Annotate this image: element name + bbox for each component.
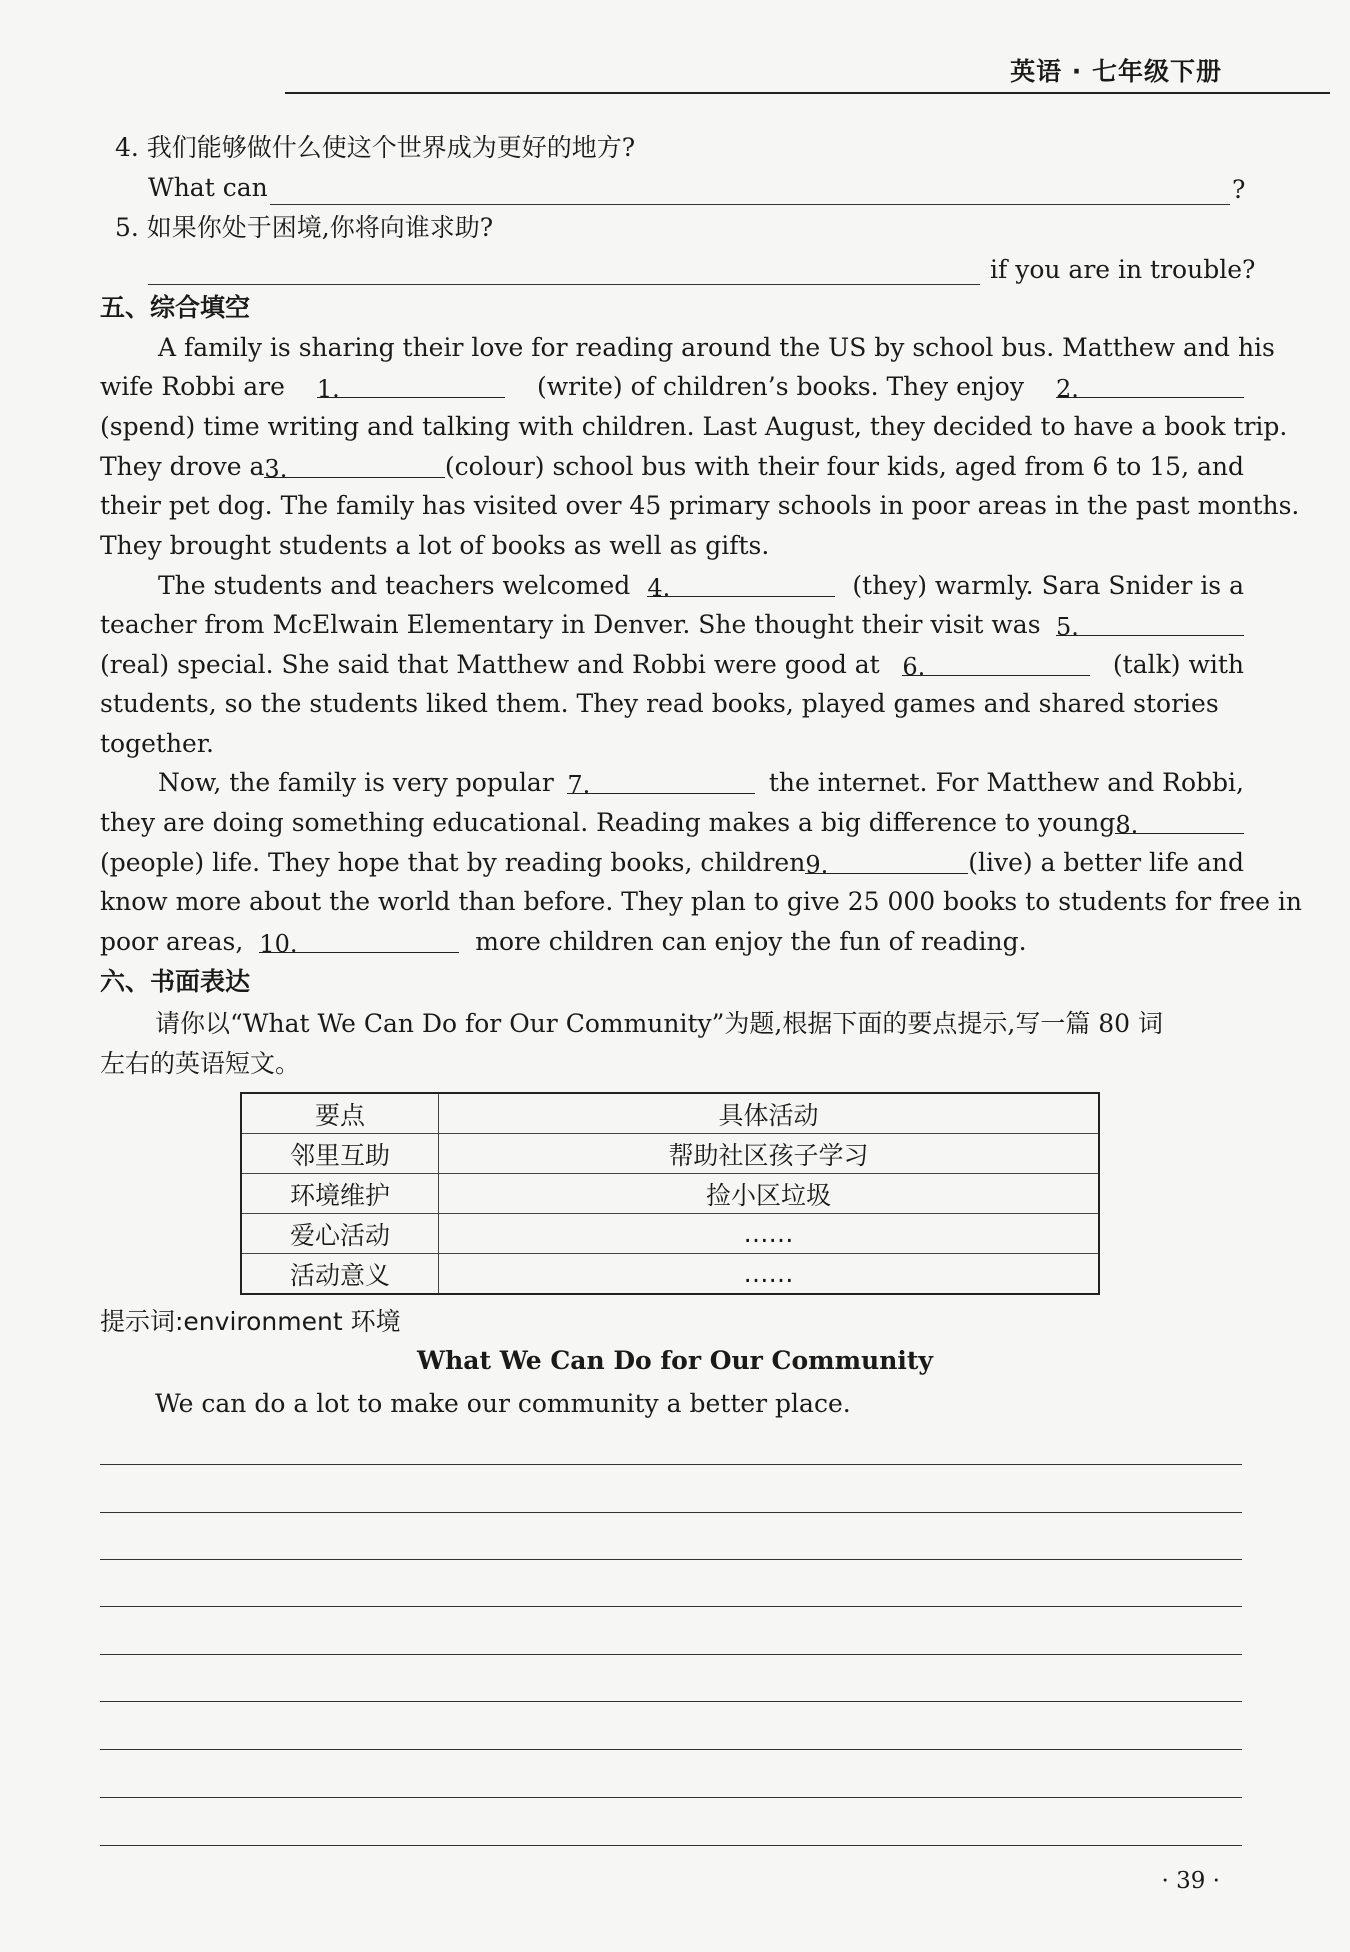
cloze-text: (spend) time writing and talking with children. Last August, they decided to have a book trip. [100,412,1288,441]
section6-intro-2: 左右的英语短文。 [100,1049,301,1078]
cloze-line-14 [100,847,1244,879]
cloze-line-11: together. [100,729,214,758]
table-row [241,1174,1099,1214]
cloze-line-2 [100,371,1244,403]
writing-line[interactable] [100,1797,1242,1798]
q5-answer-line[interactable] [148,284,980,285]
cloze-text: (people) life. They hope that by reading books, children [100,848,806,877]
q4-answer-line[interactable] [270,204,1230,205]
blank-number: 1. [316,375,340,403]
writing-line[interactable] [100,1845,1242,1846]
cloze-line-8 [100,609,1244,641]
blank-2[interactable] [1055,371,1244,403]
writing-line[interactable] [100,1464,1242,1465]
section6-intro-1: 请你以“What We Can Do for Our Community”为题,根据下面的要点提示,写一篇 80 词 [155,1009,1164,1038]
blank-number: 8. [1115,811,1139,839]
q5-end: if you are in trouble? [990,255,1256,284]
cloze-text: know more about the world than before. They plan to give 25 000 books to students for free in [100,887,1302,916]
cloze-line-1 [158,332,1275,364]
table-cell: 帮助社区孩子学习 [439,1134,1100,1174]
page-header: 英语 · 七年级下册 [1010,57,1222,86]
cloze-line-4 [100,451,1244,483]
table-cell: 邻里互助 [241,1134,439,1174]
q4-lead: What can [148,173,268,202]
cloze-line-6: They brought students a lot of books as well as gifts. [100,531,770,560]
section6-heading: 六、书面表达 [100,967,251,996]
cloze-text: (write) of children’s books. They enjoy [536,372,1024,401]
q4-end: ? [1232,175,1246,204]
table-cell: …… [439,1214,1100,1254]
table-row [241,1214,1099,1254]
blank-3[interactable] [264,451,444,483]
writing-line[interactable] [100,1606,1242,1607]
cloze-text: the internet. For Matthew and Robbi, [768,768,1244,797]
key-points-table [240,1092,1100,1295]
table-cell: 活动意义 [241,1254,439,1295]
blank-number: 3. [264,455,288,483]
cloze-text: (real) special. She said that Matthew and Robbi were good at [100,650,880,679]
table-header-cell: 要点 [241,1093,439,1134]
cloze-text: poor areas, [100,927,244,956]
cloze-text: (colour) school bus with their four kids, aged from 6 to 15, and [444,452,1244,481]
writing-line[interactable] [100,1512,1242,1513]
blank-4[interactable] [647,570,835,602]
cloze-text: (live) a better life and [968,848,1244,877]
cloze-line-9 [100,649,1244,681]
blank-number: 9. [805,851,829,879]
cloze-text: their pet dog. The family has visited over 45 primary schools in poor areas in the past months. [100,491,1300,520]
table-header-cell: 具体活动 [439,1093,1100,1134]
table-cell: 捡小区垃圾 [439,1174,1100,1214]
cloze-line-12 [158,767,1244,799]
cloze-line-15 [100,886,1302,918]
cloze-text: students, so the students liked them. They read books, played games and shared stories [100,689,1219,718]
cloze-text: The students and teachers welcomed [158,571,631,600]
blank-number: 5. [1056,613,1079,641]
header-rule [285,92,1330,94]
blank-number: 10. [259,930,298,958]
writing-line[interactable] [100,1654,1242,1655]
cloze-line-5 [100,490,1300,522]
table-cell: 爱心活动 [241,1214,439,1254]
writing-line[interactable] [100,1749,1242,1750]
blank-6[interactable] [902,649,1090,681]
q5-prompt: 5. 如果你处于困境,你将向谁求助? [115,213,494,242]
blank-number: 4. [647,574,671,602]
cloze-line-10 [100,688,1244,720]
blank-8[interactable] [1115,807,1244,839]
writing-line[interactable] [100,1701,1242,1702]
hint-words: 提示词:environment 环境 [100,1307,401,1336]
page-number: · 39 · [1161,1868,1220,1894]
cloze-text: They drove a [100,452,265,481]
cloze-line-13 [100,807,1244,839]
cloze-text: wife Robbi are [100,372,285,401]
q4-prompt: 4. 我们能够做什么使这个世界成为更好的地方? [115,133,636,162]
table-cell: 环境维护 [241,1174,439,1214]
blank-number: 7. [567,771,591,799]
cloze-line-16 [100,926,1027,958]
essay-title: What We Can Do for Our Community [417,1346,933,1375]
cloze-line-7 [158,570,1244,602]
cloze-text: (they) warmly. Sara Snider is a [852,571,1244,600]
table-row [241,1134,1099,1174]
essay-start: We can do a lot to make our community a better place. [155,1389,851,1418]
blank-9[interactable] [805,847,968,879]
blank-number: 6. [902,653,926,681]
cloze-text: Now, the family is very popular [158,768,554,797]
writing-line[interactable] [100,1559,1242,1560]
blank-5[interactable] [1056,609,1244,641]
blank-1[interactable] [316,371,505,403]
table-cell: …… [439,1254,1100,1295]
blank-10[interactable] [259,926,459,958]
blank-number: 2. [1055,375,1079,403]
cloze-text: teacher from McElwain Elementary in Denver. She thought their visit was [100,610,1041,639]
table-row [241,1254,1099,1295]
cloze-line-3 [100,411,1288,443]
cloze-text: they are doing something educational. Reading makes a big difference to young [100,808,1116,837]
cloze-text: (talk) with [1112,650,1244,679]
table-header-row [241,1093,1099,1134]
cloze-text: more children can enjoy the fun of reading. [475,927,1027,956]
section5-heading: 五、综合填空 [100,293,251,322]
cloze-text: A family is sharing their love for reading around the US by school bus. Matthew and his [158,333,1275,362]
blank-7[interactable] [567,767,755,799]
